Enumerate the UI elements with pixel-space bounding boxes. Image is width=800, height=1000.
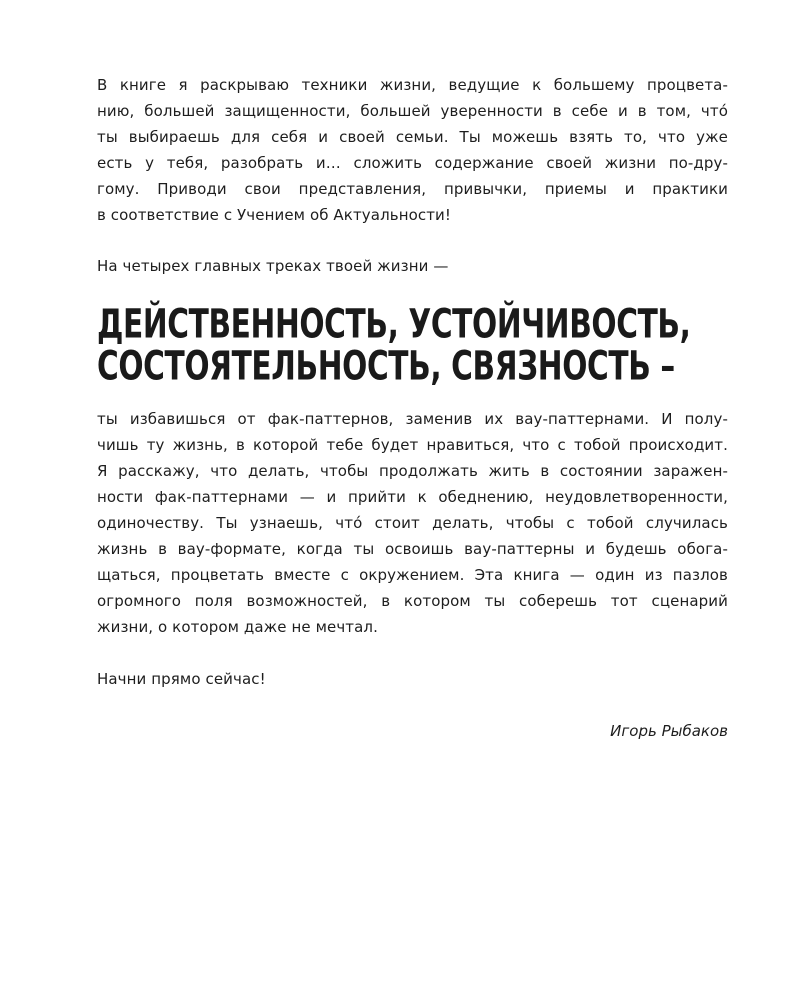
intro-paragraph bbox=[97, 72, 728, 228]
body-line: ности фак-паттернами — и прийти к обеднению, неудовлетворенности, bbox=[97, 488, 728, 506]
intro-line: в соответствие с Учением об Актуальности! bbox=[97, 206, 452, 224]
intro-line: есть у тебя, разобрать и… сложить содержание своей жизни по-дру- bbox=[97, 154, 728, 172]
body-line: ты избавишься от фак-паттернов, заменив их вау-паттернами. И полу- bbox=[97, 410, 728, 428]
headline-line: ДЕЙСТВЕННОСТЬ, УСТОЙЧИВОСТЬ, bbox=[97, 300, 691, 348]
intro-line: нию, большей защищенности, большей уверенности в себе и в том, что́ bbox=[97, 102, 728, 120]
body-line: чишь ту жизнь, в которой тебе будет нравиться, что с тобой происходит. bbox=[97, 436, 728, 454]
intro-line: гому. Приводи свои представления, привычки, приемы и практики bbox=[97, 180, 728, 198]
call-to-action: Начни прямо сейчас! bbox=[97, 670, 266, 688]
author-signature: Игорь Рыбаков bbox=[610, 722, 728, 740]
body-line: жизнь в вау-формате, когда ты освоишь вау-паттерны и будешь обога- bbox=[97, 540, 728, 558]
intro-line: ты выбираешь для себя и своей семьи. Ты можешь взять то, что уже bbox=[97, 128, 728, 146]
body-line: щаться, процветать вместе с окружением. Эта книга — один из пазлов bbox=[97, 566, 728, 584]
headline-line: СОСТОЯТЕЛЬНОСТЬ, СВЯЗНОСТЬ – bbox=[97, 342, 675, 390]
page-content bbox=[97, 72, 728, 744]
body-line: одиночеству. Ты узнаешь, что́ стоит делать, чтобы с тобой случилась bbox=[97, 514, 728, 532]
body-line: жизни, о котором даже не мечтал. bbox=[97, 618, 378, 636]
tracks-intro-text: На четырех главных треках твоей жизни — bbox=[97, 257, 449, 275]
headline bbox=[97, 300, 728, 390]
intro-line: В книге я раскрываю техники жизни, ведущие к большему процвета- bbox=[97, 76, 728, 94]
body-paragraph bbox=[97, 406, 728, 640]
body-line: Я расскажу, что делать, чтобы продолжать жить в состоянии заражен- bbox=[97, 462, 728, 480]
body-line: огромного поля возможностей, в котором ты соберешь тот сценарий bbox=[97, 592, 728, 610]
